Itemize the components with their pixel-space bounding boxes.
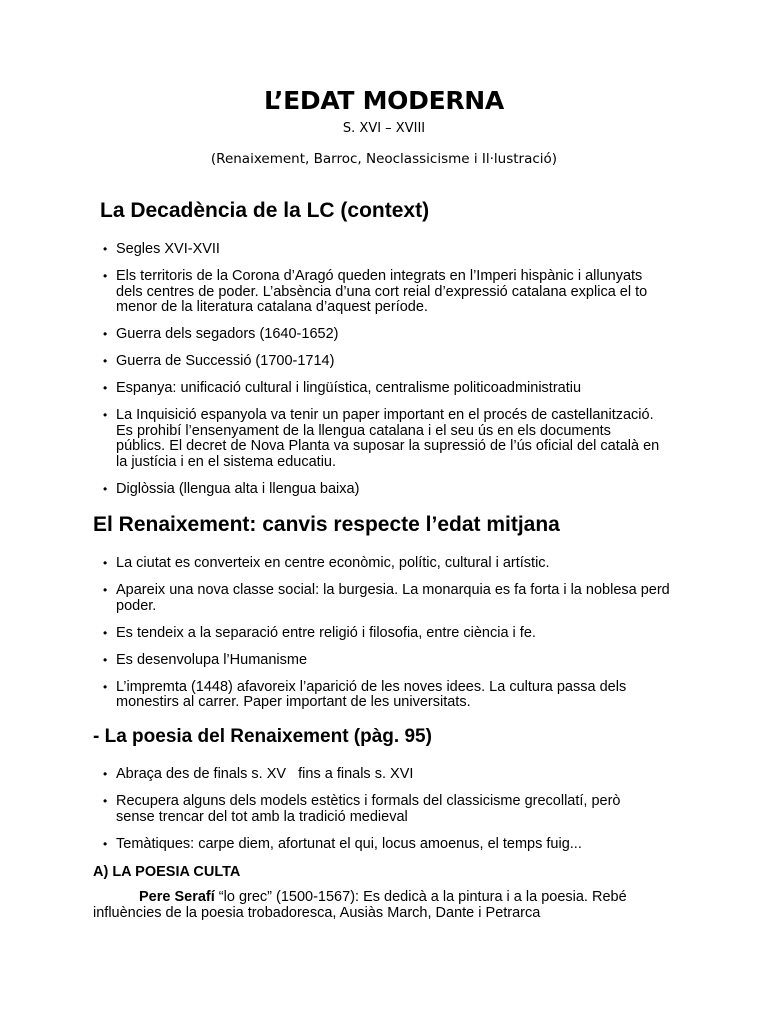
bullet-icon: • (103, 583, 108, 597)
bullet-icon: • (103, 836, 108, 851)
list-item-text: Espanya: unificació cultural i lingüística, centralisme politicoadministratiu (116, 380, 582, 396)
list-item-text: L’impremta (1448) afavoreix l’aparició de les noves idees. La cultura passa dels monestirs al carrer. Paper important de les universitats. (116, 678, 627, 710)
list-item (103, 767, 663, 783)
list-item-text: Guerra de Successió (1700-1714) (116, 353, 335, 369)
author-description: “lo grec” (1500-1567): Es dedicà a la pintura i a la poesia. Rebé influències de la poesia trobadoresca, Ausiàs March, Dante i Petrarca (93, 889, 627, 921)
list-item-text: Segles XVI-XVII (116, 241, 220, 257)
list-item-text: La ciutat es converteix en centre econòmic, polític, cultural i artístic. (116, 555, 550, 571)
list-item (103, 653, 683, 669)
list-item-text: Apareix una nova classe social: la burgesia. La monarquia es fa forta i la noblesa perd poder. (116, 582, 670, 614)
list-item-text: Diglòssia (llengua alta i llengua baixa) (116, 480, 360, 497)
page-title: L’EDAT MODERNA (264, 86, 504, 115)
movements-subtitle: (Renaixement, Barroc, Neoclassicisme i Il·lustració) (210, 151, 558, 167)
list-item (103, 680, 683, 711)
bullet-icon: • (103, 767, 108, 781)
bullet-icon: • (103, 408, 108, 422)
section-heading-poesia: - La poesia del Renaixement (pàg. 95) (93, 726, 432, 747)
list-item-text: Els territoris de la Corona d’Aragó queden integrats en l’Imperi hispànic i allunyats dels centres de poder. L’absència d’una cort reial d’expressió catalana explica el to menor de la literatura catalana d’aquest període. (116, 268, 648, 315)
bullet-icon: • (103, 652, 108, 667)
list-item (103, 837, 663, 853)
list-item-text: Temàtiques: carpe diem, afortunat el qui, locus amoenus, el temps fuig... (116, 835, 582, 852)
bullet-icon: • (103, 794, 108, 808)
bullet-icon: • (103, 679, 108, 694)
bullet-icon: • (103, 481, 108, 496)
author-name: Pere Serafí (139, 889, 215, 905)
bullet-icon: • (103, 242, 108, 256)
list-item-text: Abraça des de finals s. XV fins a finals s. XVI (116, 766, 414, 782)
list-item-text: Recupera alguns dels models estètics i formals del classicisme grecollatí, però sense trencar del tot amb la tradició medieval (116, 793, 621, 825)
list-item-text: Es desenvolupa l’Humanisme (116, 651, 308, 668)
list-item (103, 408, 663, 470)
section-heading-decadencia: La Decadència de la LC (context) (100, 199, 430, 222)
bullet-icon: • (103, 327, 108, 341)
bullet-icon: • (103, 269, 108, 283)
list-item (103, 556, 683, 572)
section-heading-renaixement: El Renaixement: canvis respecte l’edat mitjana (93, 513, 560, 536)
renaixement-list (103, 556, 683, 722)
list-item (103, 269, 663, 316)
author-paragraph (93, 890, 693, 921)
list-item (103, 354, 663, 370)
list-item (103, 626, 683, 642)
bullet-icon: • (103, 354, 108, 368)
list-item (103, 327, 663, 343)
list-item (103, 242, 663, 258)
bullet-icon: • (103, 556, 108, 570)
list-item-text: Guerra dels segadors (1640-1652) (116, 326, 339, 342)
decadencia-list (103, 242, 663, 509)
list-item (103, 794, 663, 825)
poesia-list (103, 767, 663, 864)
list-item (103, 482, 663, 498)
list-item (103, 583, 683, 614)
list-item-text: La Inquisició espanyola va tenir un paper important en el procés de castellanització. Es prohibí l’ensenyament de la llengua catalana i el seu ús en els documents públics. El decret de Nova Planta va suposar la supressió de l’ús oficial del català en la justícia i en el sistema educatiu. (116, 407, 660, 470)
period-subtitle: S. XVI – XVIII (342, 121, 426, 136)
bullet-icon: • (103, 625, 108, 640)
section-heading-poesia-culta: A) LA POESIA CULTA (93, 864, 241, 880)
list-item (103, 381, 663, 397)
list-item-text: Es tendeix a la separació entre religió i filosofia, entre ciència i fe. (116, 624, 536, 641)
bullet-icon: • (103, 381, 108, 395)
